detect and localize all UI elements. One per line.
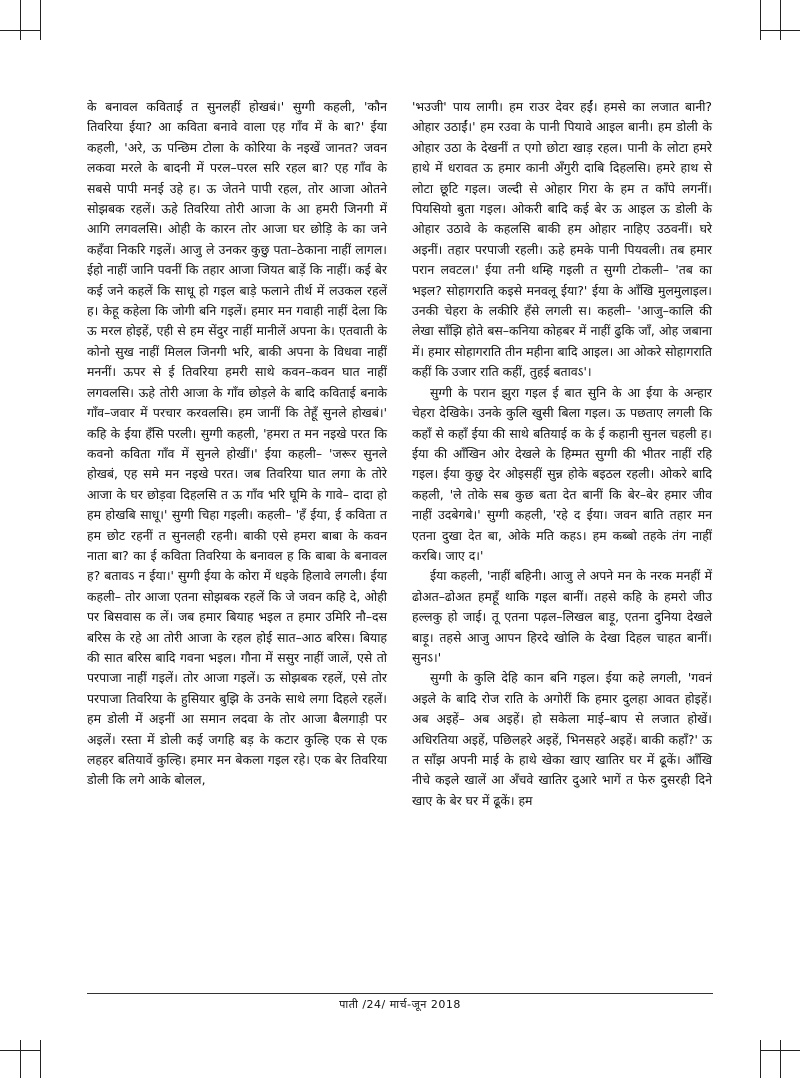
crop-mark-bottom-right-v2	[780, 1040, 781, 1078]
crop-mark-bottom-right-v	[760, 1040, 761, 1078]
paragraph: ईया कहली, 'नाहीं बहिनी। आजु ले अपने मन के नरक मनहीं में ढोअत–ढोअत हमहूँ थाकि गइल बानीं। तहसे कहि के हमरो जीउ हल्लकु हो जाई। तू एतना पढ़ल–लिखल बाड़ू, एतना दुनिया देखले बाड़ू। तहसे आजु आपन हिरदे खोलि के देखा दिहल चाहत बानीं। सुनऽ।'	[412, 568, 712, 665]
crop-mark-bottom-left-v2	[40, 1040, 41, 1078]
right-column	[412, 97, 712, 811]
crop-mark-bottom-left-h	[0, 1050, 40, 1051]
crop-mark-top-right-h	[760, 30, 800, 31]
page-footer: पाती /24/ मार्च-जून 2018	[339, 998, 461, 1011]
paragraph: के बनावल कविताई त सुनलहीं होखबं।' सुग्गी कहली, 'कौन तिवरिया ईया? आ कविता बनावे वाला एह गाँव में के बा?' ईया कहली, 'अरे, ऊ पन्छिम टोला के कोरिया के नइखें जानत? जवन लकवा मरले के बादनी में परल–परल सरि रहल बा? एह गाँव के सबसे पापी मनई उहे ह। ऊ जेतने पापी रहल, तोर आजा ओतने सोझबक रहलें। ऊहे तिवरिया तोरी आजा के आ हमरी जिनगी में आगि लगवलसि। ओही के कारन तोर आजा घर छोड़ि के का जने कहँवा निकरि गइलें। आजु ले उनकर कुछु पता–ठेकाना नाहीं लागल। ईहो नाहीं जानि पवनीं कि तहार आजा जियत बाड़ें कि नाहीं। कई बेर कई जने कहलें कि साधू हो गइल बाड़े फलाने तीर्थ में लउकल रहलें ह। केहू कहेला कि जोगी बनि गइलें। हमार मन गवाही नाहीं देला कि ऊ मरल होइहें, एही से हम सेंदुर नाहीं मानीलें अपना के। एतवाती के कोनो सुख नाहीं मिलल जिनगी भरि, बाकी अपना के विधवा नाहीं मननीं। ऊपर से ई तिवरिया हमरी साथे कवन–कवन घात नाहीं लगवलसि। ऊहे तोरी आजा के गाँव छोड़ले के बादि कविताई बनाके गाँव–जवार में परचार करवलसि। हम जानीं कि तेहूँ सुनले होखबं।' कहि के ईया हँसि परली। सुग्गी कहली, 'हमरा त मन नइखे परत कि कवनो कविता गाँव में सुनले होखीं।' ईया कहली– 'जरूर सुनले होखबं, एह समे मन नइखे परत। जब तिवरिया घात लगा के तोरे आजा के घर छोड़वा दिहलसि त ऊ गाँव भरि घूमि के गावे– दादा हो हम होखबि साधू।' सुग्गी चिहा गइली। कहली– 'हँ ईया, ई कविता त हम छोट रहनीं त सुनलही रहनी। बाकी एसे हमरा बाबा के कवन नाता बा? का ई कविता तिवरिया के बनावल ह कि बाबा के बनावल ह? बतावऽ न ईया।' सुग्गी ईया के कोरा में धइके हिलावे लगली। ईया कहली– तोर आजा एतना सोझबक रहलें कि जे जवन कहि दे, ओही पर बिसवास क लें। जब हमार बियाह भइल त हमार उमिरि नौ–दस बरिस के रहे आ तोरी आजा के रहल होई सात–आठ बरिस। बियाह की सात बरिस बादि गवना भइल। गौना में ससुर नाहीं जालें, एसे तो परपाजा नाहीं गइलें। तोर आजा गइलें। ऊ सोझबक रहलें, एसे तोर परपाजा तिवरिया के हुसियार बुझि के उनके साथे लगा दिहले रहलें। हम डोली में अइनीं आ समान लदवा के तोर आजा बैलगाड़ी पर अइलें। रस्ता में डोली कई जगहि बड़ के कटार कुल्हि एक से एक लहहर बतियावें कुल्हि। हमार मन बेकला गइल रहे। एक बेर तिवरिया डोली कि लगे आके बोलल,	[87, 99, 387, 788]
paragraph: 'भउजी' पाय लागी। हम राउर देवर हईं। हमसे का लजात बानी? ओहार उठाईं।' हम रउवा के पानी पियावे आइल बानी। हम डोली के ओहार उठा के देखनीं त एगो छोटा खाड़ रहल। पानी के लोटा हमरे हाथे में धरावत ऊ हमार कानी अँगुरी दाबि दिहलसि। हमरे हाथ से लोटा छूटि गइल। जल्दी से ओहार गिरा के हम त काँपे लगनीं। पियसियो बुता गइल। ओकरी बादि कई बेर ऊ आइल ऊ डोली के ओहार उठावे के कहलसि बाकी हम ओहार नाहिए उठवनीं। घरे अइनीं। तहार परपाजी रहली। ऊहे हमके पानी पियवली। तब हमार परान लवटल।' ईया तनी थम्हि गइली त सुग्गी टोकली– 'तब का भइल? सोहागराति कइसे मनवलू ईया?' ईया के आँखि मुलमुलाइल। उनकी चेहरा के लकीरि हँसे लगली स। कहली– 'आजु–कालि की लेखा साँझि होते बस–कनिया कोहबर में नाहीं ढुकि जाँ, ओह जबाना में। हमार सोहागराति तीन महीना बादि आइल। आ ओकरे सोहागराति कहीं कि उजार राति कहीं, तुहई बतावऽ'।	[412, 99, 712, 380]
crop-mark-top-right-v	[760, 0, 761, 40]
footer-rule	[87, 993, 713, 994]
crop-mark-top-left-v2	[40, 0, 41, 40]
paragraph: सुग्गी के कुलि देहि कान बनि गइल। ईया कहे लगली, 'गवनं अइले के बादि रोज राति के अगोरीं कि हमार दुलहा आवत होइहें। अब अइहें– अब अइहें। हो सकेला माई–बाप से लजात होखें। अधिरतिया अइहें, पछिलहरे अइहें, भिनसहरे अइहें। बाकी कहाँ?' ऊ त साँझ अपनी माई के हाथे खेका खाए खातिर घर में ढूकें। आँखि नीचे कइले खालें आ अँचवे खातिर दुआरे भागें त फेरु दुसरही दिने खाए के बेर घर में ढूकें। हम	[412, 670, 712, 808]
crop-mark-bottom-left-v	[20, 1040, 21, 1078]
crop-mark-bottom-right-h	[760, 1050, 800, 1051]
crop-mark-top-right-v2	[780, 0, 781, 40]
left-column	[87, 97, 387, 791]
paragraph: सुग्गी के परान झुरा गइल ई बात सुनि के आ ईया के अन्हार चेहरा देखिके। उनके कुलि खुसी बिला गइल। ऊ पछताए लगली कि कहाँ से कहाँ ईया की साथे बतियाई क के ई कहानी सुनल चहली ह। ईया की आँखिन ओर देखले के हिम्मत सुग्गी की भीतर नाहीं रहि गइल। ईया कुछु देर ओइसहीं सुन्न होके बइठल रहली। ओकरे बादि कहली, 'ले तोके सब कुछ बता देत बानीं कि बेर–बेर हमार जीव नाहीं उदबेगबे।' सुग्गी कहली, 'रहे द ईया। जवन बाति तहार मन एतना दुखा देत बा, ओके मति कहऽ। हम कब्बो तहके तंग नाहीं करबि। जाए द।'	[412, 384, 712, 563]
crop-mark-top-left-h	[0, 30, 40, 31]
crop-mark-top-left-v	[20, 0, 21, 40]
